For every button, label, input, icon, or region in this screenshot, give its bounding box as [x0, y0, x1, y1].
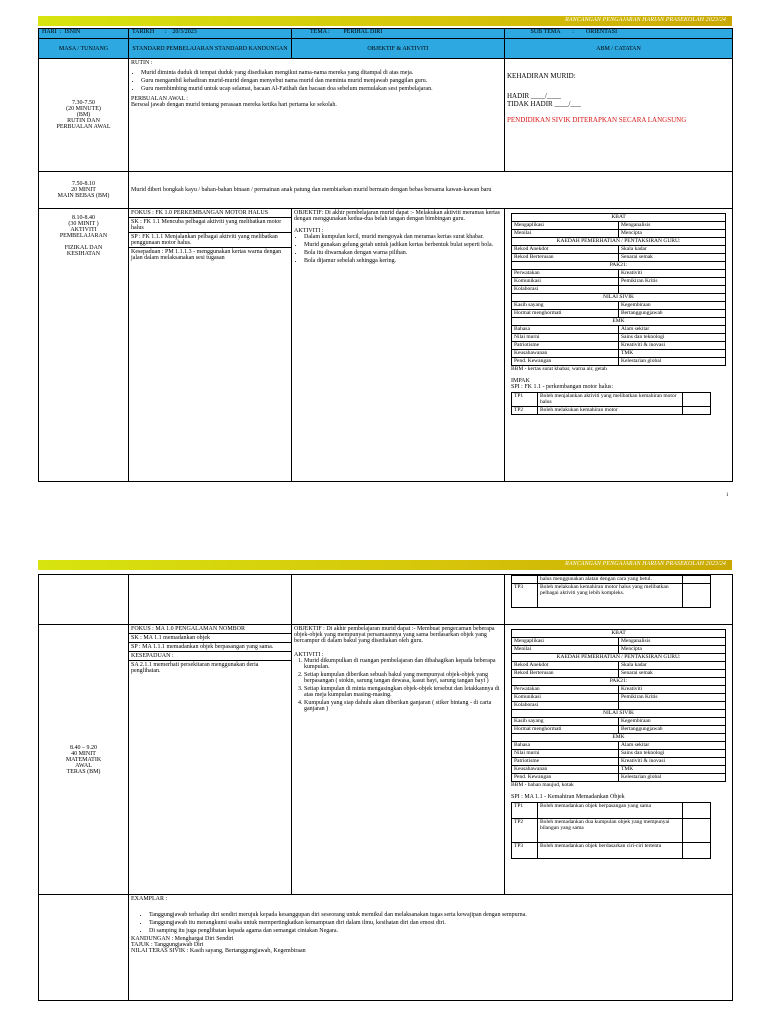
- pentaksiran-item: Rekod Berterusan: [512, 670, 619, 678]
- examplar-row: [39, 895, 733, 1001]
- tp-label: TP3: [512, 843, 538, 859]
- col-abm: ABM / CATATAN: [505, 39, 733, 59]
- aktiviti-list: [294, 658, 502, 712]
- tp-label: TP1: [512, 803, 538, 819]
- tp-table: [511, 802, 711, 859]
- list-item: • Bola dijamur sebelah sehingga kering.: [304, 258, 502, 264]
- examplar-title: EXAMPLAR :: [131, 896, 168, 902]
- pak21-item: Perwatakan: [512, 270, 619, 278]
- emk-item: Alam sekitar: [619, 742, 726, 750]
- kbat-item: Menilai: [512, 230, 619, 238]
- emk-item: Nilai murni: [512, 750, 619, 758]
- list-item: • Tanggungjawab terhadap diri sendiri merujuk kepada kesanggupan diri seseorang untuk memikul dan melaksanakan tugas serta kewajipan dengan sempurna.: [149, 912, 730, 918]
- emk-title: EMK: [512, 318, 726, 326]
- perbualan-title: PERBUALAN AWAL :: [131, 96, 188, 102]
- fokus-text: FOKUS : FK 1.0 PERKEMBANGAN MOTOR HALUS: [129, 209, 291, 218]
- tp-label: TP2: [512, 407, 538, 415]
- list-item: • Murid diminta duduk di tempat duduk yang disediakan mengikut nama-nama mereka yang ditampal di atas meja.: [141, 70, 502, 76]
- bbm-text: BBM - bahan maujud, kotak: [511, 782, 574, 788]
- sivik-item: Bertanggungjawab: [619, 310, 726, 318]
- tp-text: halus menggunakan alatan dengan cara yang betul.: [538, 576, 683, 584]
- tp-label: TP3: [512, 584, 538, 608]
- emk-item: Sains dan teknologi: [619, 334, 726, 342]
- empty-cell: [39, 575, 129, 625]
- kehadiran-cell: [505, 59, 733, 172]
- sivik-title: NILAI SIVIK: [512, 710, 726, 718]
- tp-continuation: [505, 575, 733, 625]
- fizikal-abm: [505, 209, 733, 482]
- pentaksiran-item: Senarai semak: [619, 670, 726, 678]
- pentaksiran-title: KAEDAH PEMERHATIAN / PENTAKSIRAN GURU:: [512, 654, 726, 662]
- sp-text: SP : FK 1.1.1 Menjalankan pelbagai aktiviti yang melibatkan penggunaan motor halus.: [129, 233, 291, 248]
- rutin-list: [131, 70, 502, 92]
- kbat-item: Menganalisis: [619, 638, 726, 646]
- sk-text: SK : FK 1.1 Mencuba pelbagai aktiviti yang melibatkan motor halus: [129, 218, 291, 233]
- impak-title: IMPAK: [511, 378, 530, 384]
- page-number: 1: [726, 493, 729, 498]
- sk-text: SK : MA 1.1 memadankan objek: [129, 634, 291, 643]
- kbat-title: KBAT: [512, 214, 726, 222]
- pak21-item: Pemikiran Kritis: [619, 278, 726, 286]
- tp-mark: [683, 843, 711, 859]
- kbat-table: [511, 213, 726, 366]
- pak21-item: Kreativiti: [619, 686, 726, 694]
- lesson-plan-table-2: [38, 574, 733, 1001]
- col-objektif: OBJEKTIF & AKTIVITI: [292, 39, 505, 59]
- empty-cell: [292, 575, 505, 625]
- tp-mark: [683, 576, 711, 584]
- objektif-text: OBJEKTIF : Di akhir pembelajaran murid dapat :- Membuat pengecaman beberapa objek-objek yang mempunyai persamaannya yang sama berdasarkan objek yang bercampur di dalam bakul yang disediakan oleh guru.: [294, 626, 495, 644]
- tp-text: Boleh menjalankan aktiviti yang melibatkan kemahiran motor halus: [538, 393, 683, 407]
- tp-mark: [683, 584, 711, 608]
- lesson-plan-table-1: [38, 28, 733, 482]
- tp-text: Boleh memadankan objek berdasarkan ciri-ciri tertentu: [538, 843, 683, 859]
- matematik-abm: [505, 625, 733, 895]
- tidak-hadir-field: TIDAK HADIR ____/___: [507, 100, 581, 108]
- matematik-time: 8.40 – 9.20 40 MINIT MATEMATIK AWAL TERAS (BM): [39, 625, 129, 895]
- rutin-title: RUTIN :: [131, 60, 153, 66]
- perbualan-text: Bersoal jawab dengan murid tentang perasaan mereka ketika hari pertama ke sekolah.: [131, 102, 337, 108]
- continuation-row: [39, 575, 733, 625]
- kbat-item: Mencipta: [619, 646, 726, 654]
- hadir-field: HADIR ____/____: [507, 92, 561, 100]
- examplar-list: [131, 912, 730, 934]
- list-item: 1. Murid dikumpulkan di ruangan pembelajaran dan dibahagikan kepada beberapa kumpulan.: [304, 658, 502, 670]
- objektif-text: OBJEKTIF: Di akhir pembelajaran murid dapat :- Melakukan aktiviti meramas kertas dengan menggunakan kedua-dua belah tangan dengan bimbingan guru.: [294, 210, 500, 222]
- pak21-title: PAK21:: [512, 262, 726, 270]
- sivik-item: Hormat menghormati: [512, 310, 619, 318]
- pak21-item: [619, 286, 726, 294]
- emk-item: Kelestarian global: [619, 358, 726, 366]
- rutin-time: 7.30-7.50 (20 MINUTE) (BM) RUTIN DAN PERBUALAN AWAL: [39, 59, 129, 172]
- emk-item: Sains dan teknologi: [619, 750, 726, 758]
- tp-mark: [683, 803, 711, 819]
- tp-label: TP1: [512, 393, 538, 407]
- subtema-cell: SUB TEMA : ORIENTASI: [505, 29, 733, 39]
- rutin-content: [129, 59, 505, 172]
- pak21-item: Kreativiti: [619, 270, 726, 278]
- banner-text: RANCANGAN PENGAJARAN HARIAN PRASEKOLAH 2023/24: [565, 17, 726, 23]
- pentaksiran-item: Rekod Berterusan: [512, 254, 619, 262]
- page-2: [38, 574, 732, 1001]
- fokus-text: FOKUS : MA 1.0 PENGALAMAN NOMBOR: [129, 625, 291, 634]
- matematik-objektif: [292, 625, 505, 895]
- pak21-item: Komunikasi: [512, 278, 619, 286]
- matematik-row: [39, 625, 733, 895]
- sivik-item: Bertanggungjawab: [619, 726, 726, 734]
- examplar-content: [129, 895, 733, 1001]
- column-header-row: [39, 39, 733, 59]
- page-1: [38, 28, 732, 482]
- emk-item: Kreativiti & inovasi: [619, 342, 726, 350]
- list-item: • Tanggungjawab itu merangkumi usaha untuk mempertingkatkan kemampuan diri dalam ilmu, kesihatan diri dan emosi diri.: [149, 920, 730, 926]
- aktiviti-title: AKTIVITI :: [294, 228, 324, 234]
- tp-mark: [683, 819, 711, 843]
- tp-text: Boleh melakukan kemahiran motor halus yang melibatkan pelbagai aktiviti yang lebih kompleks.: [538, 584, 683, 608]
- kesepaduan-text: SA 2.1.1 memerhati persekitaran menggunakan deria penglihatan.: [131, 662, 259, 674]
- header-row: [39, 29, 733, 39]
- sivik-item: Kegembiraan: [619, 302, 726, 310]
- kandungan-text: KANDUNGAN : Menghargai Diri Sendiri: [131, 936, 234, 942]
- hari-cell: HARI : ISNIN: [39, 29, 129, 39]
- pentaksiran-title: KAEDAH PEMERHATIAN / PENTAKSIRAN GURU:: [512, 238, 726, 246]
- bbm-text: BBM - kertas surat khabar, warna air, getah: [511, 366, 607, 372]
- spi-text: SPI : MA 1.1 - Kemahiran Memadankan Objek: [511, 794, 625, 800]
- list-item: 3. Setiap kumpulan di minta mengasingkan objek-objek tersebut dan letakkannya di atas meja kumpulan masing-masing.: [304, 686, 502, 698]
- sivik-item: Hormat menghormati: [512, 726, 619, 734]
- main-bebas-text: Murid diberi bongkah kayu / bahan-bahan binaan / permainan anak patung dan membiarkan murid bermain dengan bebas bersama kawan-kawan baru: [129, 172, 733, 209]
- fizikal-row: [39, 209, 733, 482]
- aktiviti-list: [294, 234, 502, 264]
- tp-mark: [683, 407, 711, 415]
- col-standard: STANDARD PEMBELAJARAN STANDARD KANDUNGAN: [129, 39, 292, 59]
- page1-banner: [38, 16, 732, 26]
- kehadiran-label: KEHADIRAN MURID:: [507, 72, 576, 80]
- emk-title: EMK: [512, 734, 726, 742]
- tema-cell: TEMA : PERIHAL DIRI: [292, 29, 505, 39]
- pentaksiran-item: Rekod Anekdot: [512, 662, 619, 670]
- pak21-item: Kolaborasi: [512, 286, 619, 294]
- kbat-item: Mengaplikasi: [512, 222, 619, 230]
- pak21-item: Komunikasi: [512, 694, 619, 702]
- hari-value: ISNIN: [64, 29, 81, 35]
- emk-item: Keusahawanan: [512, 350, 619, 358]
- list-item: • Bola itu diwarnakan dengan warna pilihan.: [304, 250, 502, 256]
- emk-item: Kreativiti & inovasi: [619, 758, 726, 766]
- kesepaduan-text: Kesepaduan : PM 1.1.1.3 - menggunakan kertas warna dengan jalan dalam melaksanakan sesi tugasan: [131, 249, 282, 261]
- fizikal-objektif: [292, 209, 505, 482]
- kesepaduan-title: KESEPADUAN :: [129, 652, 291, 661]
- col-masa: MASA / TUNJANG: [39, 39, 129, 59]
- emk-item: Bahasa: [512, 742, 619, 750]
- emk-item: Patriotisme: [512, 342, 619, 350]
- pentaksiran-item: Senarai semak: [619, 254, 726, 262]
- kbat-item: Mencipta: [619, 230, 726, 238]
- emk-item: Patriotisme: [512, 758, 619, 766]
- rutin-row: [39, 59, 733, 172]
- list-item: 2. Setiap kumpulan diberikan sebuah bakul yang mempunyai objek-objek yang berpasangan ( stokin, sarung tangan dewasa, kasut bayi, sarung tangan bayi ): [304, 672, 502, 684]
- tp-table-cont: [511, 575, 711, 608]
- emk-item: Pend. Kewangan: [512, 358, 619, 366]
- main-bebas-row: [39, 172, 733, 209]
- list-item: • Dalam kumpulan kecil, murid mengoyak dan meramas kertas surat khabar.: [304, 234, 502, 240]
- emk-item: Nilai murni: [512, 334, 619, 342]
- emk-item: Keusahawanan: [512, 766, 619, 774]
- matematik-standard: [129, 625, 292, 895]
- emk-item: TMK: [619, 350, 726, 358]
- sivik-item: Kasih sayang: [512, 302, 619, 310]
- list-item: • Guru mengambil kehadiran murid-murid dengan menyebut nama murid dan meminta murid menjawab panggilan guru.: [141, 78, 502, 84]
- sp-text: SP : MA 1.1.1 memadankan objek berpasangan yang sama.: [129, 643, 291, 652]
- page2-banner: [38, 560, 732, 570]
- kbat-table: [511, 629, 726, 782]
- emk-item: Pend. Kewangan: [512, 774, 619, 782]
- spi-text: SPI : FK 1.1 - perkembangan motor halus:: [511, 384, 613, 390]
- main-bebas-time: 7.50-8.10 20 MINIT MAIN BEBAS (BM): [39, 172, 129, 209]
- tarikh-cell: TARIKH : 20/3/2023: [129, 29, 292, 39]
- pentaksiran-item: Skala kadar: [619, 246, 726, 254]
- tp-text: Boleh memadankan objek berpasangan yang sama: [538, 803, 683, 819]
- tp-label: [512, 576, 538, 584]
- fizikal-time: 8.10-8.40 (30 MINIT ) AKTIVITI PEMBELAJARAN FIZIKAL DAN KESIHATAN: [39, 209, 129, 482]
- kbat-item: Menganalisis: [619, 222, 726, 230]
- pak21-item: Pemikiran Kritis: [619, 694, 726, 702]
- sivik-item: Kegembiraan: [619, 718, 726, 726]
- banner-text: RANCANGAN PENGAJARAN HARIAN PRASEKOLAH 2023/24: [565, 561, 726, 567]
- list-item: • Murid gunakan gelung getah untuk jadikan kertas berbentuk bulat seperti bola.: [304, 242, 502, 248]
- sivik-item: Kasih sayang: [512, 718, 619, 726]
- kbat-item: Menilai: [512, 646, 619, 654]
- kbat-item: Mengaplikasi: [512, 638, 619, 646]
- tajuk-text: TAJUK : Tanggungjawab Diri: [131, 942, 204, 948]
- empty-cell: [129, 575, 292, 625]
- tarikh-value: 20/3/2023: [172, 29, 197, 35]
- sivik-note: PENDIDIKAN SIVIK DITERAPKAN SECARA LANGSUNG: [507, 116, 687, 124]
- empty-cell: [39, 895, 129, 1001]
- fizikal-standard: [129, 209, 292, 482]
- tp-mark: [683, 393, 711, 407]
- list-item: 4. Kumpulan yang siap dahulu akan diberikan ganjaran ( stiker bintang - di carta ganjaran ): [304, 700, 502, 712]
- tp-text: Boleh memadankan dua kumpulan objek yang mempunyai bilangan yang sama: [538, 819, 683, 843]
- pak21-title: PAK21:: [512, 678, 726, 686]
- sivik-title: NILAI SIVIK: [512, 294, 726, 302]
- pak21-item: Perwatakan: [512, 686, 619, 694]
- tp-label: TP2: [512, 819, 538, 843]
- pak21-item: Kolaborasi: [512, 702, 619, 710]
- list-item: • Di samping itu juga penglibatan kepada agama dan semangat cintakan Negara.: [149, 928, 730, 934]
- kbat-title: KBAT: [512, 630, 726, 638]
- list-item: • Guru membimbing murid untuk ucap selamat, bacaan Al-Fatihah dan bacaan doa sebelum memulakan sesi pembelajaran.: [141, 86, 502, 92]
- subtema-value: ORIENTASI: [585, 29, 618, 35]
- pentaksiran-item: Skala kadar: [619, 662, 726, 670]
- nilai-teras-text: NILAI TERAS SIVIK : Kasih sayang, Bertanggungjawab, Kegembiraan: [131, 948, 306, 954]
- emk-item: TMK: [619, 766, 726, 774]
- tp-table: [511, 392, 711, 415]
- pak21-item: [619, 702, 726, 710]
- tp-text: Boleh melakukan kemahiran motor: [538, 407, 683, 415]
- tema-value: PERIHAL DIRI: [343, 29, 383, 35]
- emk-item: Alam sekitar: [619, 326, 726, 334]
- emk-item: Kelestarian global: [619, 774, 726, 782]
- aktiviti-title: AKTIVITI :: [294, 652, 324, 658]
- pentaksiran-item: Rekod Anekdot: [512, 246, 619, 254]
- emk-item: Bahasa: [512, 326, 619, 334]
